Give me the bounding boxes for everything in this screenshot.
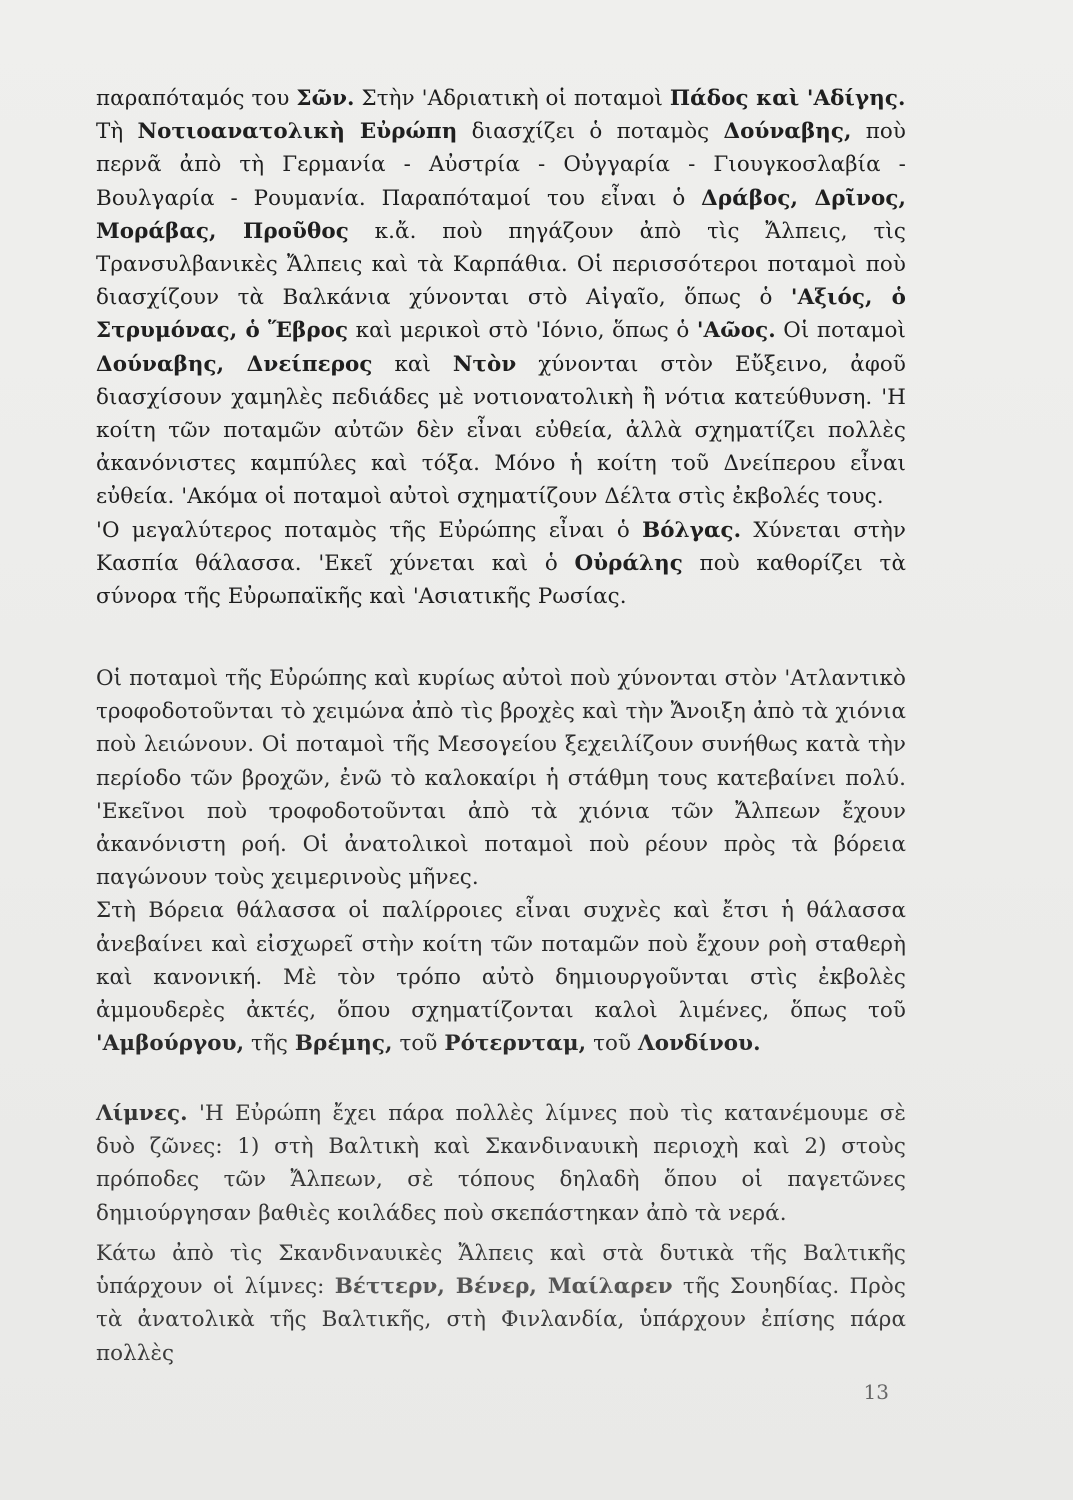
text-run: Τὴ <box>96 119 138 145</box>
text-run: κ.ἄ. ποὺ πηγάζουν ἀπὸ τὶς Ἄλπεις, τὶς Τρανσυλβανικὲς Ἄλπεις καὶ τὰ Καρπάθια. Οἱ περισσότεροι ποταμοὶ ποὺ διασχίζουν τὰ Βαλκάνια χύνονται στὸ Αἰγαῖο, ὅπως ὁ <box>96 218 906 311</box>
text-run: ποὺ περνᾶ ἀπὸ τὴ Γερμανία - Αὐστρία - Οὐγγαρία - Γιουγκοσλαβία - Βουλγαρία - Ρουμανία. Παραπόταμοί του εἶναι ὁ <box>96 119 906 211</box>
paragraph-5 <box>96 894 906 1060</box>
bold-term: Λίμνες. <box>96 1101 188 1126</box>
text-run: Οἱ ποταμοὶ τῆς Εὐρώπης καὶ κυρίως αὐτοὶ ποὺ χύνονται στὸν 'Ατλαντικὸ τροφοδοτοῦνται τὸ χειμώνα ἀπὸ τὶς βροχὲς καὶ τὴν Ἄνοιξη ἀπὸ τὰ χιόνια ποὺ λειώνουν. Οἱ ποταμοὶ τῆς Μεσογείου ξεχειλίζουν συνήθως κατὰ τὴν περίοδο τῶν βροχῶν, ἐνῶ τὸ καλοκαίρι ἡ στάθμη τους κατεβαίνει πολύ. 'Εκεῖνοι ποὺ τροφοδοτοῦνται ἀπὸ τὰ χιόνια τῶν Ἄλπεων ἔχουν ἀκανόνιστη ροή. Οἱ ἀνατολικοὶ ποταμοὶ ποὺ ρέουν πρὸς τὰ βόρεια παγώνουν τοὺς χειμερινοὺς μῆνες. <box>96 666 906 891</box>
bold-term: Ντὸν <box>452 351 517 377</box>
text-run: τῆς Σουηδίας. Πρὸς τὰ ἀνατολικὰ τῆς Βαλτικῆς, στὴ Φινλανδία, ὑπάρχουν ἐπίσης πάρα πολλὲς <box>96 1274 906 1366</box>
bold-term: Οὐράλης <box>574 550 683 576</box>
bold-term: 'Αμβούργου, <box>96 1031 245 1057</box>
text-run: ποὺ καθορίζει τὰ σύνορα τῆς Εὐρωπαϊκῆς καὶ 'Ασιατικῆς Ρωσίας. <box>96 550 906 610</box>
text-run: χύνονται στὸν Εὔξεινο, ἀφοῦ διασχίσουν χαμηλὲς πεδιάδες μὲ νοτιονατολικὴ ἢ νότια κατεύθυνση. 'Η κοίτη τῶν ποταμῶν αὐτῶν δὲν εἶναι εὐθεία, ἀλλὰ σχηματίζει πολλὲς ἀκανόνιστες καμπύλες καὶ τόξα. Μόνο ἡ κοίτη τοῦ Δνείπερου εἶναι εὐθεία. 'Ακόμα οἱ ποταμοὶ αὐτοὶ σχηματίζουν Δέλτα στὶς ἐκβολές τους. <box>96 351 906 510</box>
bold-term: Βέττερν, Βένερ, Μαίλαρεν <box>334 1274 673 1300</box>
text-run: τοῦ <box>586 1031 638 1057</box>
bold-term: Λονδίνου. <box>638 1031 761 1057</box>
text-run: Οἱ ποταμοὶ <box>775 318 906 344</box>
paragraph-3 <box>96 514 906 614</box>
text-run: Στὴν 'Αδριατικὴ οἱ ποταμοὶ <box>354 86 670 111</box>
bold-term: Δούναβης, Δνείπερος <box>96 351 373 377</box>
paragraph-1 <box>96 82 906 115</box>
page-number: 13 <box>863 1380 889 1404</box>
text-run: παραπόταμός του <box>96 86 297 111</box>
text-run: Στὴ Βόρεια θάλασσα οἱ παλίρροιες εἶναι συχνὲς καὶ ἔτσι ἡ θάλασσα ἀνεβαίνει καὶ εἰσχωρεῖ στὴν κοίτη τῶν ποταμῶν ποὺ ἔχουν ροὴ σταθερὴ καὶ κανονική. Μὲ τὸν τρόπο αὐτὸ δημιουργοῦνται στὶς ἐκβολὲς ἀμμουδερὲς ἀκτές, ὅπου σχηματίζονται καλοὶ λιμένες, ὅπως τοῦ <box>96 898 906 1024</box>
text-run: Χύνεται στὴν Κασπία θάλασσα. 'Εκεῖ χύνεται καὶ ὁ <box>96 517 906 576</box>
paragraph-7 <box>96 1237 906 1370</box>
text-run: καὶ μερικοὶ στὸ 'Ιόνιο, ὅπως ὁ <box>348 318 697 344</box>
text-run: 'Η Εὐρώπη ἔχει πάρα πολλὲς λίμνες ποὺ τὶς κατανέμουμε σὲ δυὸ ζῶνες: 1) στὴ Βαλτικὴ καὶ Σκανδιναυικὴ περιοχὴ καὶ 2) στοὺς πρόποδες τῶν Ἄλπεων, σὲ τόπους δηλαδὴ ὅπου οἱ παγετῶνες δημιούργησαν βαθιὲς κοιλάδες ποὺ σκεπάστηκαν ἀπὸ τὰ νερά. <box>96 1101 906 1226</box>
text-run: καὶ <box>372 351 453 377</box>
paragraph-6 <box>96 1097 906 1230</box>
bold-term: Πάδος καὶ 'Αδίγης. <box>669 86 906 111</box>
text-block-scandinavian-lakes <box>96 1237 906 1370</box>
bold-term: Βόλγας. <box>642 517 742 543</box>
paragraph-2 <box>96 115 906 513</box>
text-block-river-regimes <box>96 662 906 1060</box>
bold-term: 'Αῶος. <box>696 318 776 344</box>
text-run: διασχίζει ὁ ποταμὸς <box>457 119 724 145</box>
text-run: τοῦ <box>392 1031 445 1057</box>
text-run: τῆς <box>244 1031 295 1057</box>
bold-term: 'Αξιός, ὁ Στρυμόνας, ὁ Ἕβρος <box>96 285 906 344</box>
bold-term: Δούναβης, <box>723 119 852 145</box>
paragraph-4 <box>96 662 906 894</box>
bold-term: Νοτιοανατολικὴ Εὐρώπη <box>137 119 458 145</box>
text-run: 'Ο μεγαλύτερος ποταμὸς τῆς Εὐρώπης εἶναι ὁ <box>96 517 643 543</box>
text-block-rivers <box>96 82 906 613</box>
bold-term: Σῶν. <box>296 86 355 111</box>
bold-term: Ρότερνταμ, <box>444 1031 587 1057</box>
text-run: Κάτω ἀπὸ τὶς Σκανδιναυικὲς Ἄλπεις καὶ στὰ δυτικὰ τῆς Βαλτικῆς ὑπάρχουν οἱ λίμνες: <box>96 1241 906 1300</box>
text-block-lakes <box>96 1097 906 1230</box>
bold-term: Δράβος, Δρῖνος, Μοράβας, Προῦθος <box>96 185 906 244</box>
bold-term: Βρέμης, <box>294 1031 393 1057</box>
